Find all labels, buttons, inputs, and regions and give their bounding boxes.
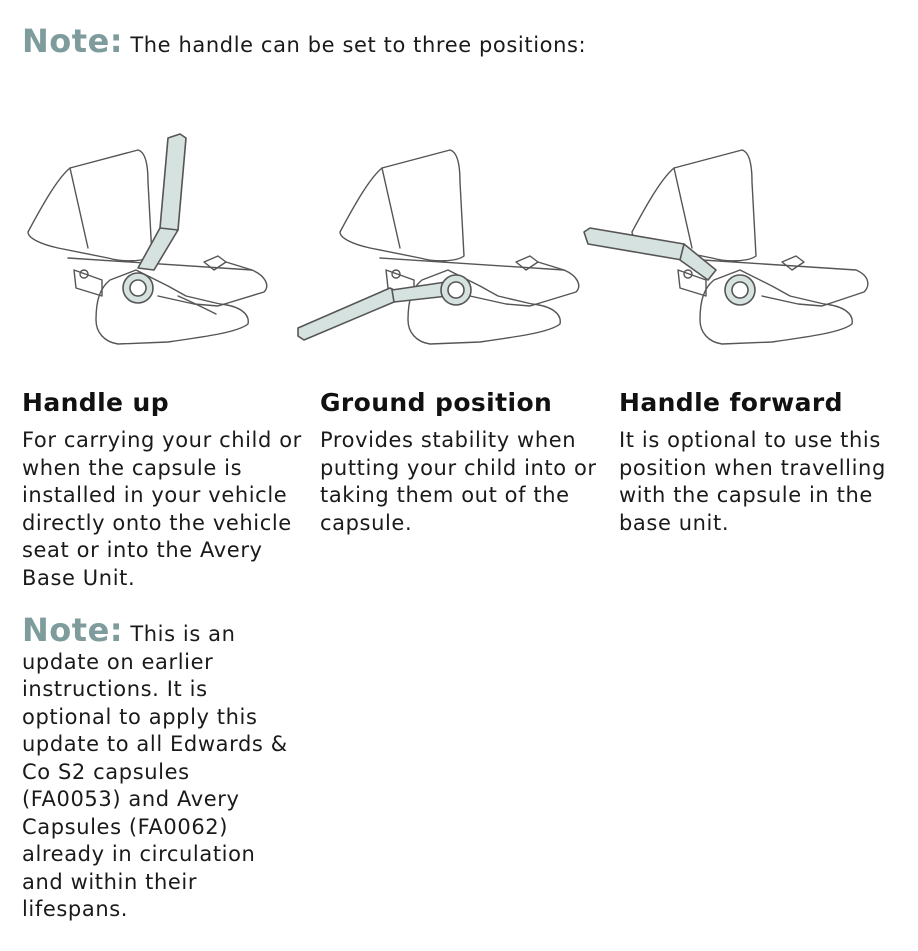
capsule-ground-position-drawing — [296, 120, 586, 360]
capsule-handle-up-drawing — [18, 120, 308, 360]
position-ground — [320, 388, 610, 537]
position-title: Ground position — [320, 388, 553, 417]
capsule-ground-position-illustration — [296, 120, 586, 360]
position-description: It is optional to use this position when travelling with the capsule in the base unit. — [619, 428, 886, 535]
update-note-text: This is an update on earlier instructions. It is optional to apply this update to all Edwards & Co S2 capsules (FA0053) and Avery Capsules (FA0062) already in circulation and within their lifespans. — [22, 622, 288, 921]
position-title: Handle up — [22, 388, 170, 417]
intro-note — [22, 22, 586, 60]
position-description: For carrying your child or when the capsule is installed in your vehicle directly onto the vehicle seat or into the Avery Base Unit. — [22, 428, 302, 590]
position-title: Handle forward — [619, 388, 843, 417]
position-description: Provides stability when putting your child into or taking them out of the capsule. — [320, 428, 597, 535]
capsule-handle-up-illustration — [18, 120, 308, 360]
capsule-handle-forward-drawing — [580, 120, 870, 360]
position-handle-up — [22, 388, 312, 592]
intro-note-label: Note: — [22, 22, 124, 60]
position-handle-forward — [619, 388, 909, 537]
intro-note-text: The handle can be set to three positions: — [130, 33, 587, 57]
update-note — [22, 611, 292, 924]
update-note-label: Note: — [22, 611, 124, 649]
capsule-handle-forward-illustration — [580, 120, 870, 360]
